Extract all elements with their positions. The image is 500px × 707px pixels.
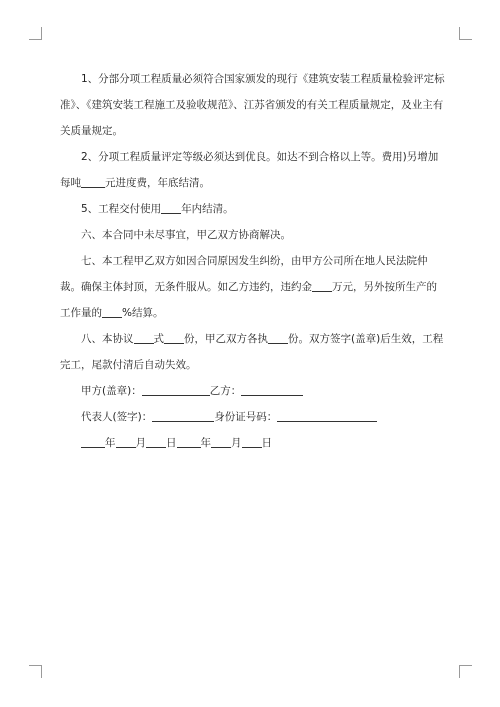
signature-date-row: [60, 430, 446, 456]
clause-copies-text-3: 份，甲乙双方各执: [184, 333, 268, 345]
representative-label: 代表人(签字)：: [81, 411, 153, 423]
clause-quality-grade: [60, 144, 446, 196]
date-a-year-label: 年: [105, 437, 116, 449]
representative-blank[interactable]: [152, 410, 214, 422]
corner-mark-top-left: [29, 27, 42, 40]
date-a-month-blank[interactable]: [116, 436, 136, 448]
clause-settlement-text: 5、工程交付使用: [81, 203, 162, 215]
id-number-label: 身份证号码：: [214, 411, 278, 423]
clause-settlement: [60, 196, 446, 222]
date-b-month-blank[interactable]: [211, 436, 231, 448]
clause-unresolved-matters: 六、本合同中未尽事宜，甲乙双方协商解决。: [81, 229, 291, 241]
clause-disputes-text-3: %结算。: [122, 307, 164, 319]
date-a-year-blank[interactable]: [81, 436, 105, 448]
id-number-blank[interactable]: [277, 410, 377, 422]
clause-copies: [60, 326, 446, 378]
clause-settlement-text-2: 年内结清。: [181, 203, 234, 215]
date-b-month-label: 月: [231, 437, 242, 449]
corner-mark-bottom-right: [459, 665, 472, 678]
clause-copies-text-2: 式: [153, 333, 164, 345]
party-b-blank[interactable]: [241, 384, 303, 396]
date-b-year-blank[interactable]: [177, 436, 201, 448]
clause-disputes: [60, 248, 446, 326]
signature-parties-row: [60, 378, 446, 404]
clause-quality-grade-text: 2、分项工程质量评定等级必须达到优良。如达不到合格以上等。费用)另增加每吨: [60, 151, 439, 189]
party-a-blank[interactable]: [142, 384, 210, 396]
copies-total-blank[interactable]: [134, 332, 154, 344]
contract-body: [60, 66, 446, 456]
workload-percent-blank[interactable]: [102, 306, 122, 318]
settlement-years-blank[interactable]: [161, 202, 181, 214]
clause-quality-grade-text-2: 元进度费，年底结清。: [105, 177, 210, 189]
date-b-day-label: 日: [261, 437, 272, 449]
date-b-day-blank[interactable]: [242, 436, 262, 448]
date-a-day-label: 日: [166, 437, 177, 449]
clause-disputes-text: 七、本工程甲乙双方如因合同原因发生纠纷，由甲方公司所在地人民法院仲裁。确保主体封顶，无条件服从。如乙方违约，违约金: [60, 255, 428, 293]
fee-per-ton-blank[interactable]: [81, 176, 105, 188]
copies-each-blank[interactable]: [268, 332, 288, 344]
date-a-day-blank[interactable]: [146, 436, 166, 448]
clause-copies-text: 八、本协议: [81, 333, 134, 345]
clause-disputes-text-2: 万元，另外按所生产的工作量的: [60, 281, 437, 319]
penalty-amount-blank[interactable]: [312, 280, 332, 292]
party-b-label: 乙方：: [209, 385, 242, 397]
corner-mark-top-right: [459, 27, 472, 40]
date-b-year-label: 年: [200, 437, 211, 449]
clause-quality-standards: 1、分部分项工程质量必须符合国家颁发的现行《建筑安装工程质量检验评定标准》、《建筑安装工程施工及验收规范》、江苏省颁发的有关工程质量规定，及业主有关质量规定。: [60, 73, 445, 137]
clause-copies-text-4: 份。双方签字(盖章)后生效，工程完工，尾款付清后自动失效。: [60, 333, 444, 371]
party-a-label: 甲方(盖章)：: [81, 385, 142, 397]
copies-blank[interactable]: [164, 332, 184, 344]
date-a-month-label: 月: [135, 437, 146, 449]
corner-mark-bottom-left: [29, 665, 42, 678]
signature-representative-row: [60, 404, 446, 430]
